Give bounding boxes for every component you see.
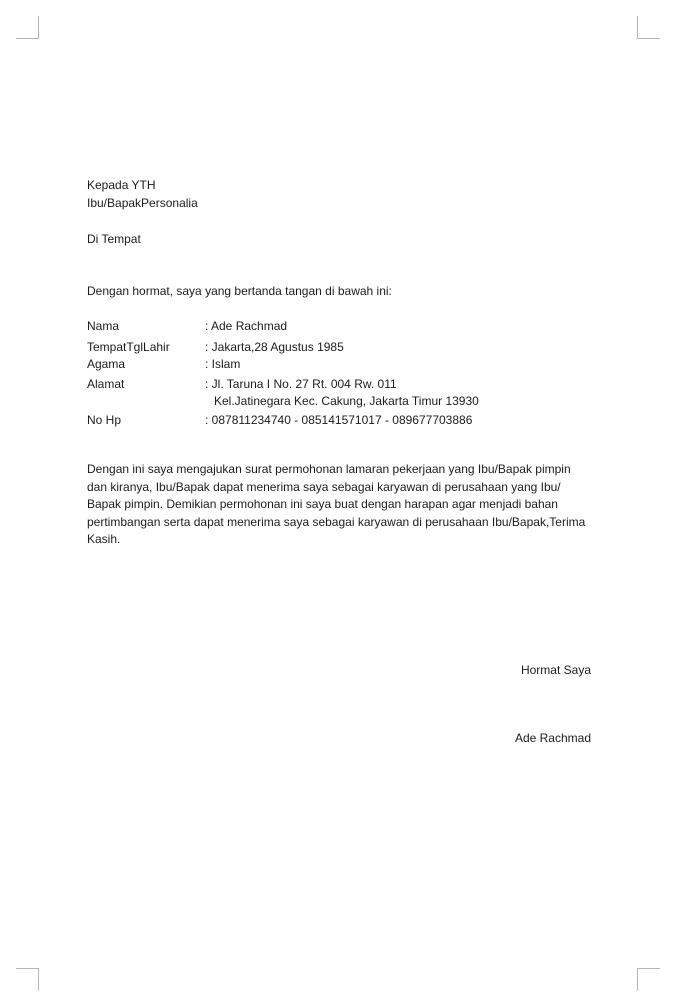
- field-label: Nama: [87, 319, 120, 333]
- field-row-agama: [87, 356, 607, 372]
- field-value: : Islam: [205, 357, 241, 371]
- address-continuation: Kel.Jatinegara Kec. Cakung, Jakarta Timur 13930: [214, 394, 479, 408]
- field-row-alamat: [87, 376, 607, 392]
- crop-mark-top-right: [637, 16, 660, 39]
- crop-mark-bottom-left: [16, 968, 39, 991]
- body-paragraph: Dengan ini saya mengajukan surat permohonan lamaran pekerjaan yang Ibu/Bapak pimpin dan kiranya, Ibu/Bapak dapat menerima saya sebagai karyawan di perusahaan yang Ibu/ Bapak pimpin. Demikian permohonan ini saya buat dengan harapan agar menjadi bahan pertimbangan serta dapat menerima saya sebagai karyawan di perusahaan Ibu/Bapak,Terima Kasih.: [87, 462, 586, 546]
- closing-line: Hormat Saya: [520, 663, 591, 677]
- field-value: : 087811234740 - 085141571017 - 089677703886: [205, 413, 473, 427]
- field-value: : Jl. Taruna I No. 27 Rt. 004 Rw. 011: [205, 377, 397, 391]
- place-line: Di Tempat: [87, 232, 141, 246]
- recipient-line-2: Ibu/BapakPersonalia: [87, 196, 198, 210]
- signature-name: Ade Rachmad: [514, 731, 591, 745]
- crop-mark-bottom-right: [637, 968, 660, 991]
- recipient-line-1: Kepada YTH: [87, 178, 156, 192]
- field-label: Alamat: [87, 377, 125, 391]
- field-value: : Jakarta,28 Agustus 1985: [205, 340, 344, 354]
- crop-mark-top-left: [16, 16, 39, 39]
- field-row-nama: [87, 318, 607, 334]
- field-row-no-hp: [87, 412, 607, 428]
- field-label: TempatTglLahir: [87, 340, 170, 354]
- field-label: No Hp: [87, 413, 122, 427]
- field-row-tempat-tgl-lahir: [87, 339, 607, 355]
- field-value: : Ade Rachmad: [205, 319, 288, 333]
- opening-line: Dengan hormat, saya yang bertanda tangan di bawah ini:: [87, 284, 392, 298]
- field-label: Agama: [87, 357, 126, 371]
